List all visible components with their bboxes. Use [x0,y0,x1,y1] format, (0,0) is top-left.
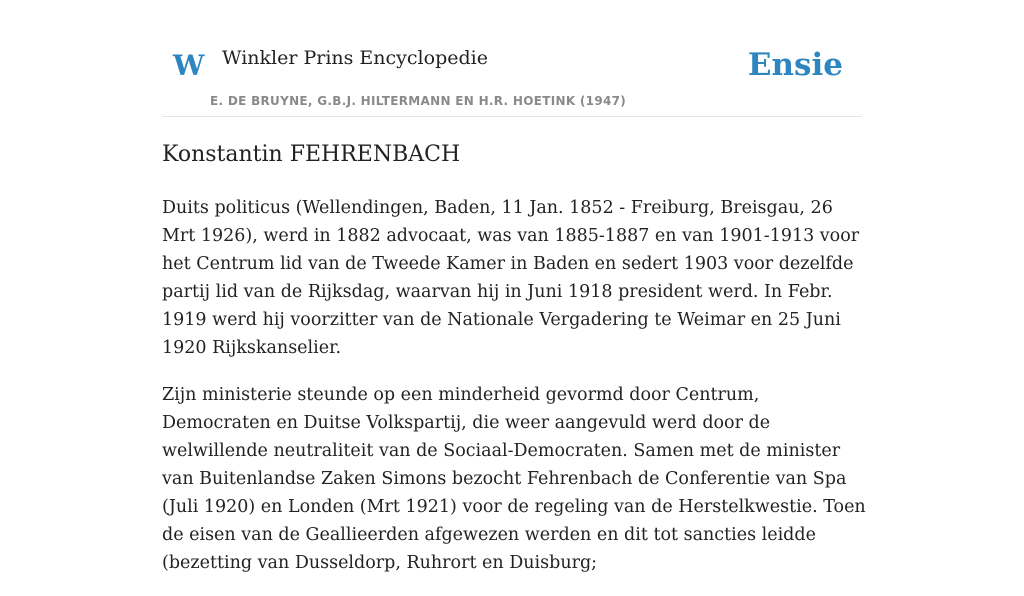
publication-title[interactable]: Winkler Prins Encyclopedie [222,47,488,69]
winkler-prins-logo[interactable]: W [173,49,205,82]
article-paragraph: Duits politicus (Wellendingen, Baden, 11 Jan. 1852 - Freiburg, Breisgau, 26 Mrt 1926), werd in 1882 advocaat, was van 1885-1887 en van 1901-1913 voor het Centrum lid van de Tweede Kamer in Baden en sedert 1903 voor dezelfde partij lid van de Rijksdag, waarvan hij in Juni 1918 president werd. In Febr. 1919 werd hij voorzitter van de Nationale Vergadering te Weimar en 25 Juni 1920 Rijkskanselier. [162,198,860,358]
article [162,138,867,596]
article-title: Konstantin FEHRENBACH [162,142,461,167]
ensie-brand-logo[interactable]: Ensie [747,47,843,83]
article-paragraph: Zijn ministerie steunde op een minderheid gevormd door Centrum, Democraten en Duitse Volkspartij, die weer aangevuld werd door de welwillende neutraliteit van de Sociaal-Democraten. Samen met de minister van Buitenlandse Zaken Simons bezocht Fehrenbach de Conferentie van Spa (Juli 1920) en Londen (Mrt 1921) voor de regeling van de Herstelkwestie. Toen de eisen van de Geallieerden afgewezen werden en dit tot sancties leidde (bezetting van Dusseldorp, Ruhrort en Duisburg; [162,385,866,573]
publication-authors: E. DE BRUYNE, G.B.J. HILTERMANN EN H.R. HOETINK (1947) [210,94,627,108]
site-header [162,0,862,117]
